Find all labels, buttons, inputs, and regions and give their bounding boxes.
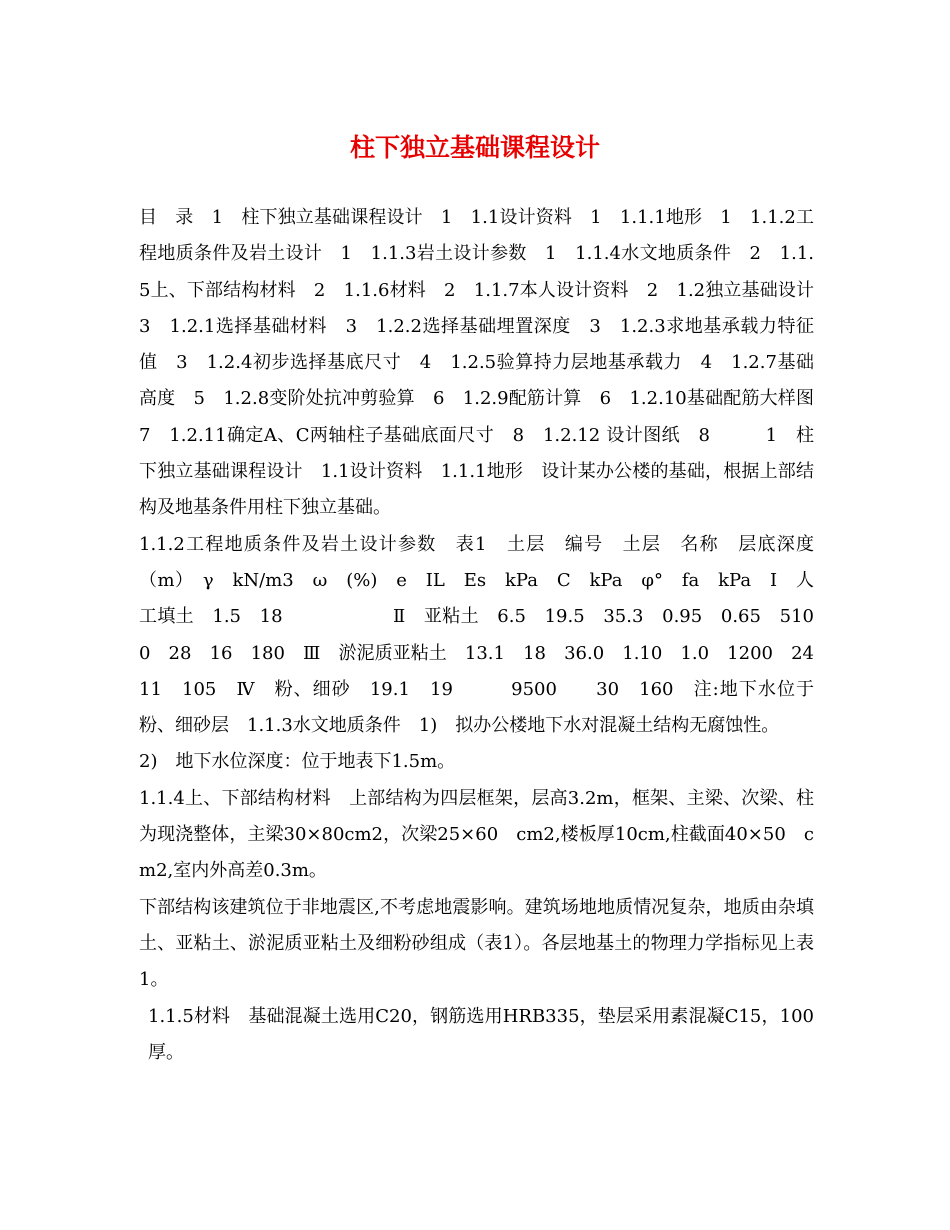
document-title: 柱下独立基础课程设计 (349, 133, 600, 162)
paragraph-toc-and-intro: 目 录 1 柱下独立基础课程设计 1 1.1设计资料 1 1.1.1地形 1 1.1.2工程地质条件及岩土设计 1 1.1.3岩土设计参数 1 1.1.4水文地质条件 2 1.1.5上、下部结构材料 2 1.1.6材料 2 1.1.7本人设计资料 2 1.2独立基础设计 3 1.2.1选择基础材料 3 1.2.2选择基础埋置深度 3 1.2.3求地基承载力特征值 3 1.2.4初步选择基底尺寸 4 1.2.5验算持力层地基承载力 4 1.2.7基础高度 5 1.2.8变阶处抗冲剪验算 6 1.2.9配筋计算 6 1.2.10基础配筋大样图 7 1.2.11确定A、C两轴柱子基础底面尺寸 8 1.2.12 设计图纸 8 1 柱下独立基础课程设计 1.1设计资料 1.1.1地形 设计某办公楼的基础，根据上部结构及地基条件用柱下独立基础。 (139, 207, 832, 519)
paragraph-geology-table: 1.1.2工程地质条件及岩土设计参数 表1 土层 编号 土层 名称 层底深度 （m） γ kN/m3 ω (%) e IL Es kPa C kPa φ° fa kPa Ⅰ 人工填土 1.5 18 Ⅱ 亚粘土 6.5 19.5 35.3 0.95 0.65 5100 28 16 180 Ⅲ 淤泥质亚粘土 13.1 18 36.0 1.10 1.0 1200 24 11 105 Ⅳ 粉、细砂 19.1 19 9500 30 160 注:地下水位于粉、细砂层 1.1.3水文地质条件 1) 拟办公楼地下水对混凝土结构无腐蚀性。 (139, 533, 832, 737)
paragraph-structure-materials: 1.1.4上、下部结构材料 上部结构为四层框架，层高3.2m，框架、主梁、次梁、柱为现浇整体，主梁30×80cm2，次梁25×60 cm2,楼板厚10cm,柱截面40×50 cm2,室内外高差0.3m。 (139, 787, 814, 882)
paragraph-groundwater-depth: 2) 地下水位深度：位于地表下1.5m。 (139, 751, 456, 773)
paragraph-substructure: 下部结构该建筑位于非地震区,不考虑地震影响。建筑场地地质情况复杂，地质由杂填土、亚粘土、淤泥质亚粘土及细粉砂组成（表1）。各层地基土的物理力学指标见上表1。 (139, 896, 814, 991)
paragraph-materials: 1.1.5材料 基础混凝土选用C20，钢筋选用HRB335，垫层采用素混凝C15，100厚。 (148, 1005, 814, 1063)
document-body (139, 200, 832, 1071)
